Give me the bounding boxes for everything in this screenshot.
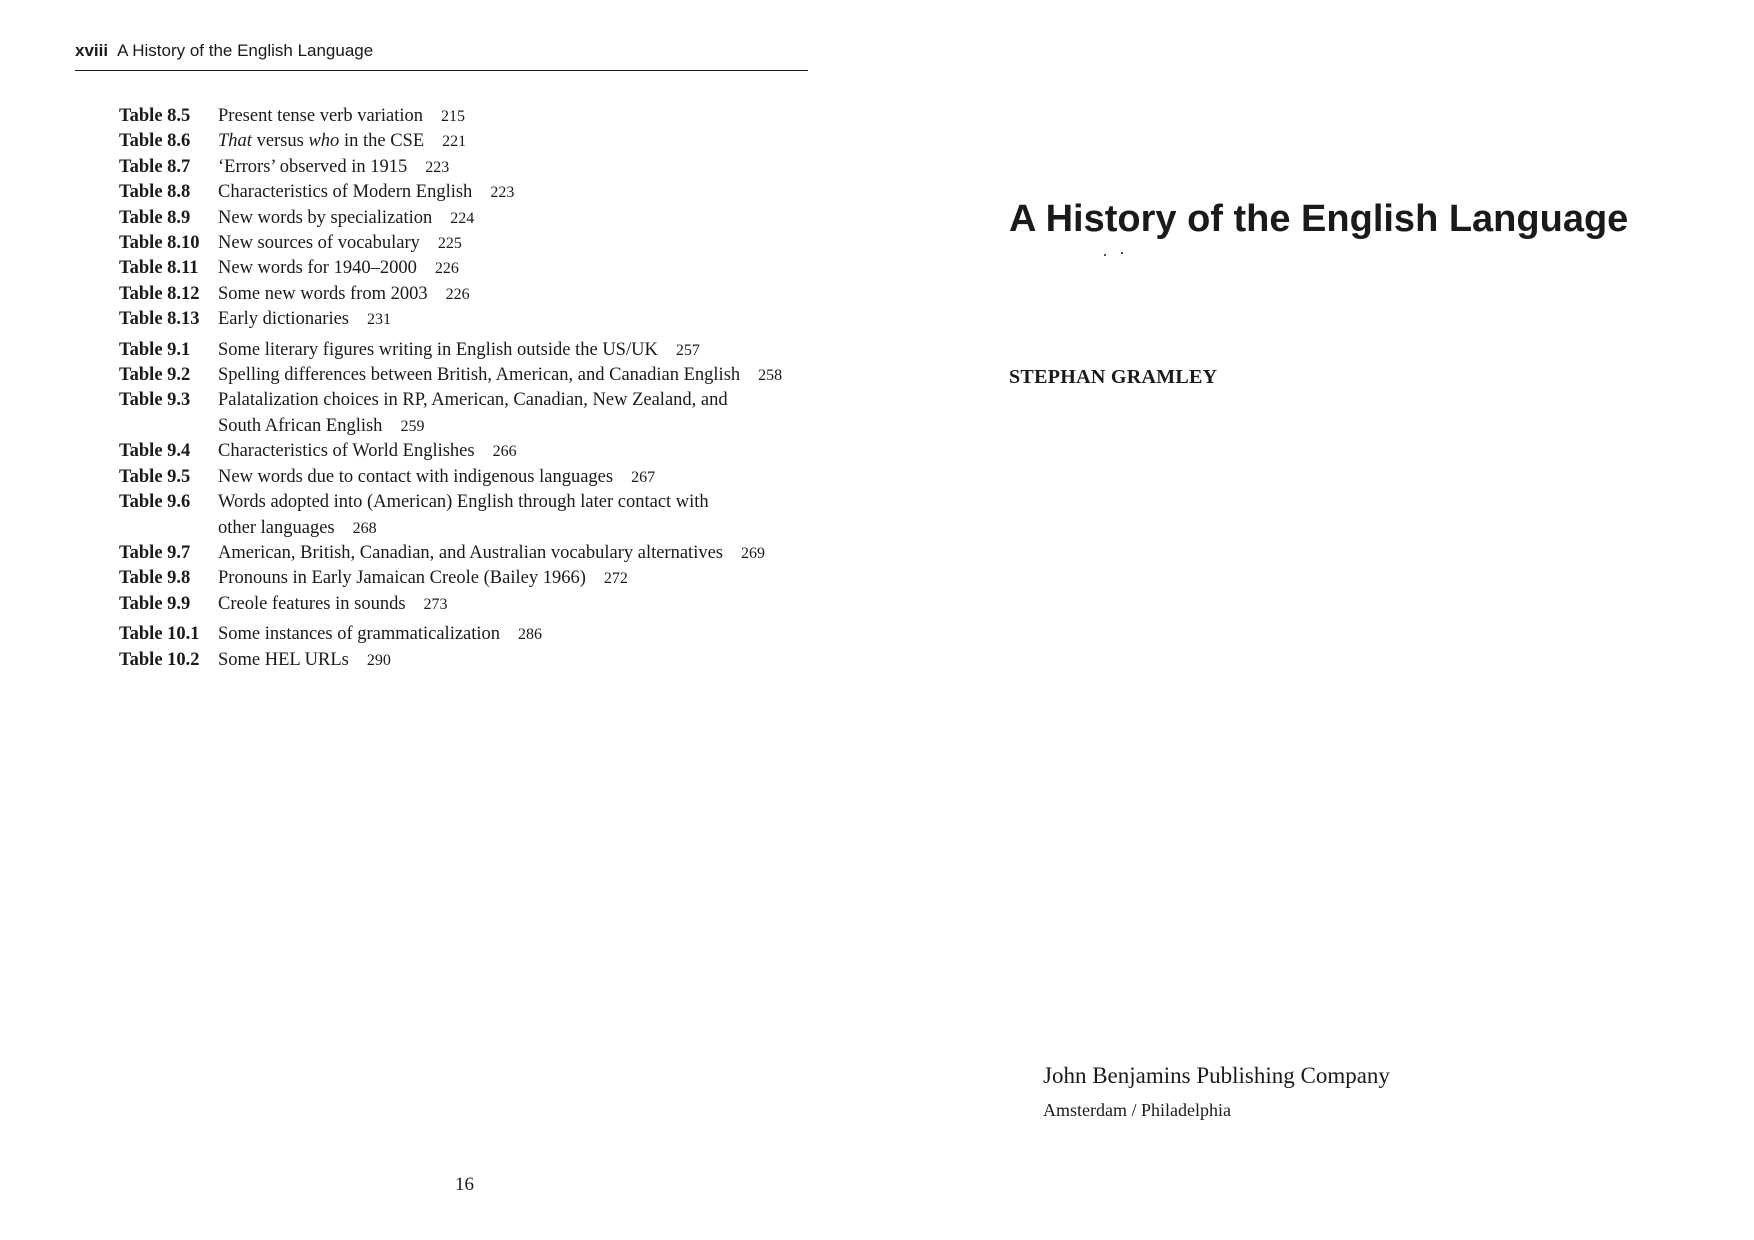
table-label: Table 8.13 bbox=[119, 309, 200, 330]
table-label: Table 8.6 bbox=[119, 131, 191, 152]
table-title: Creole features in sounds bbox=[218, 593, 406, 614]
table-list-item bbox=[119, 104, 819, 129]
table-title: Palatalization choices in RP, American, Canadian, New Zealand, and South African English bbox=[218, 390, 728, 436]
scan-marks bbox=[1102, 250, 1132, 260]
table-label: Table 9.2 bbox=[119, 365, 191, 386]
table-list-item bbox=[119, 129, 819, 154]
table-page: 290 bbox=[366, 651, 391, 669]
table-list-item bbox=[119, 206, 819, 231]
table-title: Characteristics of World Englishes bbox=[218, 441, 475, 462]
table-page: 223 bbox=[490, 184, 515, 202]
table-page: 221 bbox=[442, 133, 467, 151]
table-page: 258 bbox=[758, 367, 783, 385]
table-label: Table 9.3 bbox=[119, 390, 191, 411]
publisher-name: John Benjamins Publishing Company bbox=[1043, 1063, 1390, 1088]
table-label: Table 9.4 bbox=[119, 441, 191, 462]
table-title: New words for 1940–2000 bbox=[218, 258, 417, 279]
table-list-item bbox=[119, 231, 819, 256]
table-page: 272 bbox=[603, 570, 628, 588]
table-title: New words due to contact with indigenous languages bbox=[218, 466, 614, 487]
table-page: 273 bbox=[423, 595, 448, 613]
running-head-folio: xviii bbox=[75, 41, 109, 60]
table-list-item bbox=[119, 338, 819, 363]
table-label: Table 8.10 bbox=[119, 233, 200, 254]
table-title: Some literary figures writing in English outside the US/UK bbox=[218, 339, 658, 360]
table-title: Characteristics of Modern English bbox=[218, 182, 473, 203]
table-list-item bbox=[119, 256, 819, 281]
table-title: Words adopted into (American) English through later contact with other languages bbox=[218, 492, 709, 538]
table-label: Table 9.1 bbox=[119, 339, 191, 360]
table-title: American, British, Canadian, and Australian vocabulary alternatives bbox=[218, 542, 723, 563]
table-list-item bbox=[119, 363, 819, 388]
table-page: 257 bbox=[675, 341, 700, 359]
table-title: Some instances of grammaticalization bbox=[218, 624, 501, 645]
table-title: Early dictionaries bbox=[218, 309, 349, 330]
table-title: Present tense verb variation bbox=[218, 106, 423, 126]
right-page bbox=[877, 0, 1754, 1240]
table-label: Table 9.9 bbox=[119, 593, 191, 614]
table-title: Some HEL URLs bbox=[218, 649, 349, 670]
table-label: Table 9.7 bbox=[119, 542, 191, 563]
table-list-item bbox=[119, 541, 819, 566]
table-page: 225 bbox=[437, 235, 462, 253]
book-title: A History of the English Language bbox=[1009, 198, 1629, 240]
table-list-item bbox=[119, 180, 819, 205]
table-page: 267 bbox=[631, 468, 656, 486]
table-page: 226 bbox=[434, 260, 459, 278]
table-page: 231 bbox=[367, 311, 391, 329]
table-label: Table 8.9 bbox=[119, 207, 191, 228]
running-head-title: A History of the English Language bbox=[117, 41, 374, 60]
table-page: 223 bbox=[425, 158, 450, 176]
table-list-item bbox=[119, 648, 819, 673]
table-page: 269 bbox=[741, 544, 765, 562]
table-label: Table 10.2 bbox=[119, 649, 200, 670]
table-label: Table 8.8 bbox=[119, 182, 191, 203]
author-name: STEPHAN GRAMLEY bbox=[1009, 366, 1218, 388]
table-list-item bbox=[119, 282, 819, 307]
publisher-place: Amsterdam / Philadelphia bbox=[1043, 1100, 1231, 1120]
table-list-item bbox=[119, 307, 819, 332]
table-list-item bbox=[119, 439, 819, 464]
table-label: Table 8.7 bbox=[119, 156, 191, 177]
table-label: Table 9.5 bbox=[119, 466, 191, 487]
list-of-tables bbox=[119, 104, 819, 673]
table-label: Table 9.6 bbox=[119, 492, 191, 513]
table-page: 215 bbox=[440, 108, 465, 125]
table-page: 286 bbox=[518, 626, 543, 644]
table-list-item bbox=[119, 566, 819, 591]
table-label: Table 10.1 bbox=[119, 624, 200, 645]
table-list-item bbox=[119, 155, 819, 180]
table-label: Table 8.5 bbox=[119, 106, 191, 126]
table-page: 224 bbox=[450, 209, 475, 227]
page-number: 16 bbox=[455, 1174, 474, 1195]
table-title: That versus who in the CSE bbox=[218, 131, 425, 152]
table-list-item bbox=[119, 622, 819, 647]
table-label: Table 9.8 bbox=[119, 568, 191, 589]
table-title: New sources of vocabulary bbox=[218, 233, 420, 254]
table-title: New words by specialization bbox=[218, 207, 433, 228]
table-title: Spelling differences between British, American, and Canadian English bbox=[218, 365, 741, 386]
table-page: 266 bbox=[492, 443, 517, 461]
table-list-item bbox=[119, 465, 819, 490]
table-title: Some new words from 2003 bbox=[218, 283, 428, 304]
table-page: 268 bbox=[352, 519, 377, 537]
table-list-item bbox=[119, 592, 819, 617]
table-page: 226 bbox=[445, 285, 470, 303]
table-label: Table 8.12 bbox=[119, 283, 200, 304]
table-page: 259 bbox=[400, 417, 425, 435]
table-title: ‘Errors’ observed in 1915 bbox=[218, 156, 408, 177]
table-list-item bbox=[119, 490, 819, 541]
table-label: Table 8.11 bbox=[119, 258, 199, 279]
table-list-item bbox=[119, 388, 819, 439]
running-head bbox=[75, 40, 808, 71]
table-title: Pronouns in Early Jamaican Creole (Bailey 1966) bbox=[218, 568, 586, 589]
